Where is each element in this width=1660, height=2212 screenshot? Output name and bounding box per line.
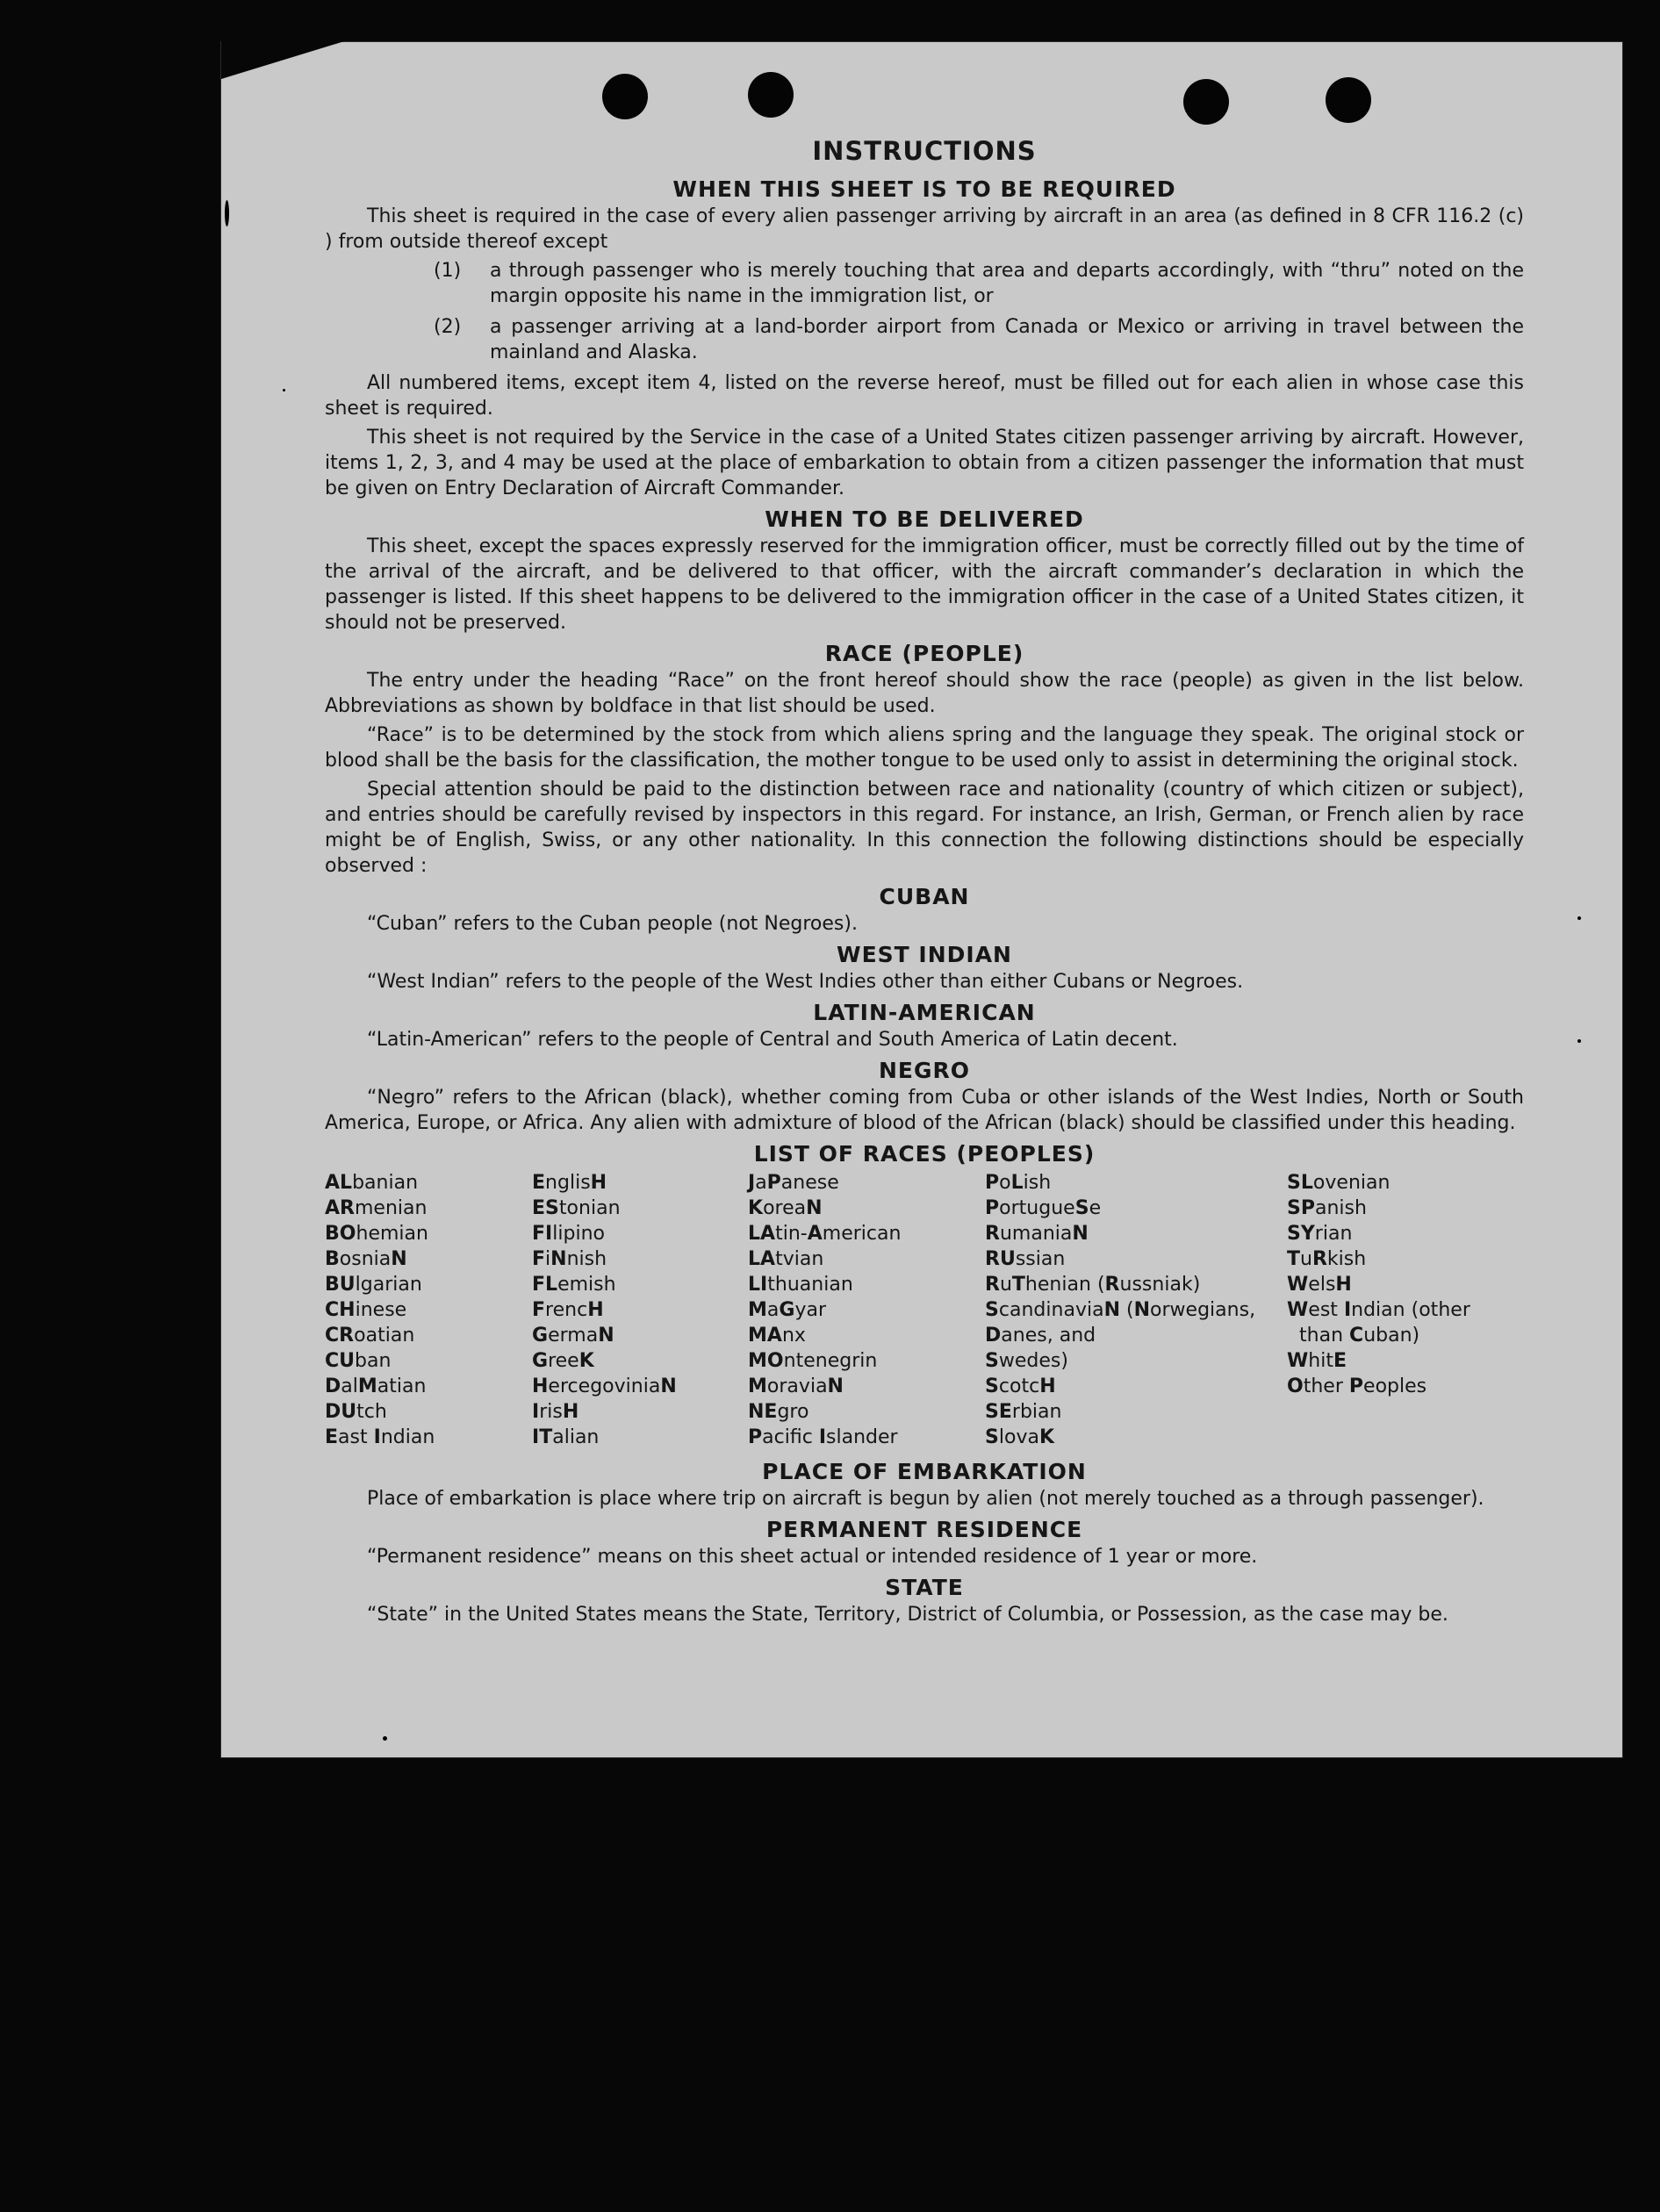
race-entry: EnglisH	[532, 1172, 607, 1194]
item-number: (1)	[434, 260, 462, 282]
race-entry: Danes, and	[985, 1325, 1096, 1347]
cuban-text: “Cuban” refers to the Cuban people (not Negroes).	[367, 913, 858, 935]
race-entry: FiNnish	[532, 1248, 607, 1270]
race-column	[532, 1170, 748, 1450]
race-entry: MoraviaN	[748, 1375, 844, 1397]
race-entry: than Cuban)	[1299, 1325, 1420, 1347]
punch-hole	[602, 74, 648, 119]
race-entry: WelsH	[1287, 1274, 1352, 1296]
race-entry: Other Peoples	[1287, 1375, 1427, 1397]
heading-latin-american: LATIN-AMERICAN	[813, 1000, 1036, 1025]
race-entry: KoreaN	[748, 1197, 823, 1219]
race-entry: ScotcH	[985, 1375, 1056, 1397]
race-entry: JaPanese	[748, 1172, 839, 1194]
race-entry: Pacifc Islander	[748, 1426, 898, 1448]
race-entry: MaGyar	[748, 1299, 827, 1321]
item-text: a through passenger who is merely touching that area and departs accordingly, with “thru” noted on the margin opposite his name in the immigration list, or	[490, 260, 1524, 307]
race-entry: DalMatian	[325, 1375, 427, 1397]
negro-text: “Negro” refers to the African (black), whether coming from Cuba or other islands of the West Indies, North or South America, Europe, or Africa. Any alien with admixture of blood of the African (black) should be classified under this heading.	[325, 1087, 1524, 1134]
race-entry: FrencH	[532, 1299, 604, 1321]
page-title: INSTRUCTIONS	[812, 136, 1037, 166]
race-entry: FLemish	[532, 1274, 616, 1296]
race-entry: West Indian (other	[1287, 1299, 1470, 1321]
race-entry: ARmenian	[325, 1197, 428, 1219]
torn-corner	[221, 39, 353, 79]
race-entry: DUtch	[325, 1401, 387, 1423]
race-entry: East Indian	[325, 1426, 435, 1448]
state-text: “State” in the United States means the State, Territory, District of Columbia, or Possession, as the case may be.	[367, 1604, 1448, 1626]
race-entry: BUlgarian	[325, 1274, 422, 1296]
punch-hole	[1326, 77, 1371, 123]
race-entry: TuRkish	[1287, 1248, 1367, 1270]
race-entry: EStonian	[532, 1197, 621, 1219]
latin-american-text: “Latin-American” refers to the people of Central and South America of Latin decent.	[367, 1029, 1178, 1051]
heading-race: RACE (PEOPLE)	[824, 641, 1024, 666]
race-entry: SPanish	[1287, 1197, 1367, 1219]
race-column	[748, 1170, 985, 1450]
item-number: (2)	[434, 316, 462, 338]
race-para-3: Special attention should be paid to the distinction between race and nationality (country of which citizen or subject), and entries should be carefully revised by inspectors in this regard. For instance, an Irish, German, or French alien by race might be of English, Swiss, or any other nationality. In this connection the following distinctions should be especially observed :	[325, 779, 1524, 877]
race-entry: CUban	[325, 1350, 392, 1372]
speck	[283, 389, 285, 391]
race-entry: ALbanian	[325, 1172, 419, 1194]
heading-delivered: WHEN TO BE DELIVERED	[765, 506, 1084, 532]
race-entry: Swedes)	[985, 1350, 1068, 1372]
race-entry: LAtvian	[748, 1248, 824, 1270]
race-entry: MAnx	[748, 1325, 806, 1347]
heading-required: WHEN THIS SHEET IS TO BE REQUIRED	[672, 176, 1176, 202]
race-entry: SErbian	[985, 1401, 1062, 1423]
exception-item	[325, 258, 1524, 309]
required-para-3: This sheet is not required by the Service in the case of a United States citizen passenger arriving by aircraft. However, items 1, 2, 3, and 4 may be used at the place of embarkation to obtain from a citizen passenger the information that must be given on Entry Declaration of Aircraft Commander.	[325, 427, 1524, 499]
race-entry: SLovenian	[1287, 1172, 1391, 1194]
punch-hole	[748, 72, 794, 118]
race-column	[1287, 1170, 1524, 1450]
exception-item	[325, 314, 1524, 365]
race-entry: HercegoviniaN	[532, 1375, 677, 1397]
race-entry: CRoatian	[325, 1325, 415, 1347]
race-entry: BOhemian	[325, 1223, 428, 1245]
edge-mark	[225, 200, 229, 226]
race-entry: CHinese	[325, 1299, 407, 1321]
race-entry: BosniaN	[325, 1248, 407, 1270]
speck	[1577, 916, 1581, 920]
race-entry: PortugueSe	[985, 1197, 1102, 1219]
race-entry: RuThenian (Russniak)	[985, 1274, 1201, 1296]
race-entry: MOntenegrin	[748, 1350, 878, 1372]
west-indian-text: “West Indian” refers to the people of the West Indies other than either Cubans or Negroes.	[367, 971, 1244, 993]
heading-list-of-races: LIST OF RACES (PEOPLES)	[753, 1141, 1096, 1167]
speck	[1577, 1039, 1581, 1043]
race-list	[325, 1170, 1524, 1450]
race-entry: WhitE	[1287, 1350, 1347, 1372]
item-text: a passenger arriving at a land-border airport from Canada or Mexico or arriving in travel between the mainland and Alaska.	[490, 316, 1524, 363]
race-entry: FIlipino	[532, 1223, 605, 1245]
speck	[383, 1736, 387, 1741]
document-sheet	[221, 42, 1622, 1757]
required-para-2: All numbered items, except item 4, listed on the reverse hereof, must be filled out for each alien in whose case this sheet is required.	[325, 372, 1524, 420]
race-column	[325, 1170, 532, 1450]
heading-negro: NEGRO	[878, 1058, 971, 1083]
race-para-2: “Race” is to be determined by the stock from which aliens spring and the language they speak. The original stock or blood shall be the basis for the classification, the mother tongue to be used only to assist in determining the original stock.	[325, 724, 1524, 772]
heading-embarkation: PLACE OF EMBARKATION	[762, 1459, 1087, 1484]
race-entry: SlovaK	[985, 1426, 1055, 1448]
residence-text: “Permanent residence” means on this sheet actual or intended residence of 1 year or more.	[367, 1546, 1258, 1568]
race-entry: IrisH	[532, 1401, 579, 1423]
race-column	[985, 1170, 1287, 1450]
instructions-content	[325, 136, 1524, 1627]
race-entry: LIthuanian	[748, 1274, 853, 1296]
race-para-1: The entry under the heading “Race” on the front hereof should show the race (people) as given in the list below. Abbreviations as shown by boldface in that list should be used.	[325, 670, 1524, 717]
race-entry: RumaniaN	[985, 1223, 1089, 1245]
heading-state: STATE	[885, 1575, 964, 1600]
heading-residence: PERMANENT RESIDENCE	[765, 1517, 1083, 1542]
delivered-text: This sheet, except the spaces expressly reserved for the immigration officer, must be correctly filled out by the time of the arrival of the aircraft, and be delivered to that officer, with the aircraft commander’s declaration in which the passenger is listed. If this sheet happens to be delivered to the immigration officer in the case of a United States citizen, it should not be preserved.	[325, 535, 1524, 634]
heading-west-indian: WEST INDIAN	[837, 942, 1012, 967]
race-entry: GreeK	[532, 1350, 594, 1372]
embarkation-text: Place of embarkation is place where trip on aircraft is begun by alien (not merely touched as a through passenger).	[367, 1488, 1484, 1510]
race-entry: GermaN	[532, 1325, 614, 1347]
required-intro: This sheet is required in the case of every alien passenger arriving by aircraft in an area (as defined in 8 CFR 116.2 (c) ) from outside thereof except	[325, 205, 1524, 253]
race-entry: SYrian	[1287, 1223, 1353, 1245]
race-entry: RUssian	[985, 1248, 1066, 1270]
punch-hole	[1183, 79, 1229, 125]
heading-cuban: CUBAN	[879, 884, 970, 909]
race-entry: ScandinaviaN (Norwegians,	[985, 1299, 1256, 1321]
race-entry: ITalian	[532, 1426, 600, 1448]
race-entry: LAtin-American	[748, 1223, 902, 1245]
race-entry: NEgro	[748, 1401, 809, 1423]
race-entry: PoLish	[985, 1172, 1052, 1194]
